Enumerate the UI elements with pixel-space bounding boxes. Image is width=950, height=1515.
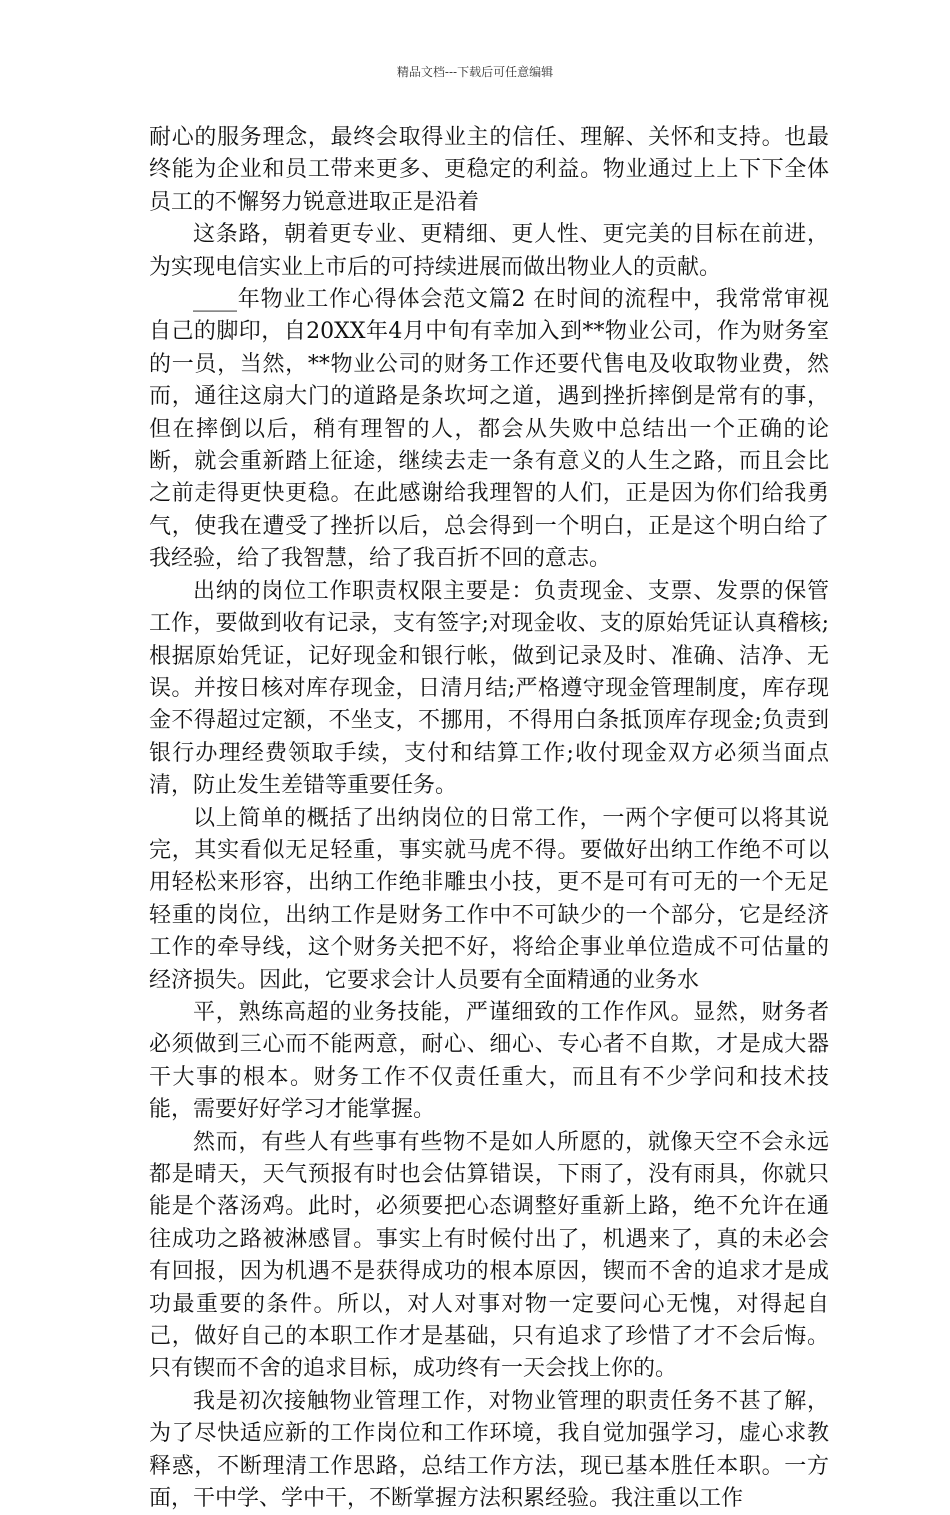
paragraph: 耐心的服务理念，最终会取得业主的信任、理解、关怀和支持。也最终能为企业和员工带来更多、更稳定的利益。物业通过上上下下全体员工的不懈努力锐意进取正是沿着 bbox=[149, 125, 829, 215]
page-header: 精品文档---下载后可任意编辑 bbox=[396, 65, 554, 79]
paragraph: 以上简单的概括了出纳岗位的日常工作，一两个字便可以将其说完，其实看似无足轻重，事实就马虎不得。要做好出纳工作绝不可以用轻松来形容，出纳工作绝非雕虫小技，更不是可有可无的一个无足轻重的岗位，出纳工作是财务工作中不可缺少的一个部分，它是经济工作的牵导线，这个财务关把不好，将给企事业单位造成不可估量的经济损失。因此，它要求会计人员要有全面精通的业务水 bbox=[149, 805, 829, 993]
document-body bbox=[149, 122, 829, 1515]
paragraph: 我是初次接触物业管理工作，对物业管理的职责任务不甚了解，为了尽快适应新的工作岗位和工作环境，我自觉加强学习，虚心求教释惑，不断理清工作思路，总结工作方法，现已基本胜任本职。一方面，干中学、学中干，不断掌握方法积累经验。我注重以工作 bbox=[149, 1388, 829, 1512]
paragraph: ____年物业工作心得体会范文篇2 在时间的流程中，我常常审视自己的脚印，自20XX年4月中旬有幸加入到**物业公司，作为财务室的一员，当然，**物业公司的财务工作还要代售电及收取物业费，然而，通往这扇大门的道路是条坎坷之道，遇到挫折摔倒是常有的事，但在摔倒以后，稍有理智的人，都会从失败中总结出一个正确的论断，就会重新踏上征途，继续去走一条有意义的人生之路，而且会比之前走得更快更稳。在此感谢给我理智的人们，正是因为你们给我勇气，使我在遭受了挫折以后，总会得到一个明白，正是这个明白给了我经验，给了我智慧，给了我百折不回的意志。 bbox=[149, 287, 829, 572]
paragraph: 然而，有些人有些事有些物不是如人所愿的，就像天空不会永远都是晴天，天气预报有时也会估算错误，下雨了，没有雨具，你就只能是个落汤鸡。此时，必须要把心态调整好重新上路，绝不允许在通往成功之路被淋感冒。事实上有时候付出了，机遇来了，真的未必会有回报，因为机遇不是获得成功的根本原因，锲而不舍的追求才是成功最重要的条件。所以，对人对事对物一定要问心无愧，对得起自己，做好自己的本职工作才是基础，只有追求了珍惜了才不会后悔。只有锲而不舍的追求目标，成功终有一天会找上你的。 bbox=[149, 1129, 829, 1382]
paragraph: 出纳的岗位工作职责权限主要是：负责现金、支票、发票的保管工作，要做到收有记录，支有签字;对现金收、支的原始凭证认真稽核;根据原始凭证，记好现金和银行帐，做到记录及时、准确、洁净、无误。并按日核对库存现金，日清月结;严格遵守现金管理制度，库存现金不得超过定额，不坐支，不挪用，不得用白条抵顶库存现金;负责到银行办理经费领取手续，支付和结算工作;收付现金双方必须当面点清，防止发生差错等重要任务。 bbox=[149, 578, 829, 799]
paragraph: 平，熟练高超的业务技能，严谨细致的工作作风。显然，财务者必须做到三心而不能两意，耐心、细心、专心者不自欺，才是成大器干大事的根本。财务工作不仅责任重大，而且有不少学问和技术技能，需要好好学习才能掌握。 bbox=[149, 999, 829, 1123]
paragraph: 这条路，朝着更专业、更精细、更人性、更完美的目标在前进，为实现电信实业上市后的可持续进展而做出物业人的贡献。 bbox=[149, 222, 829, 280]
